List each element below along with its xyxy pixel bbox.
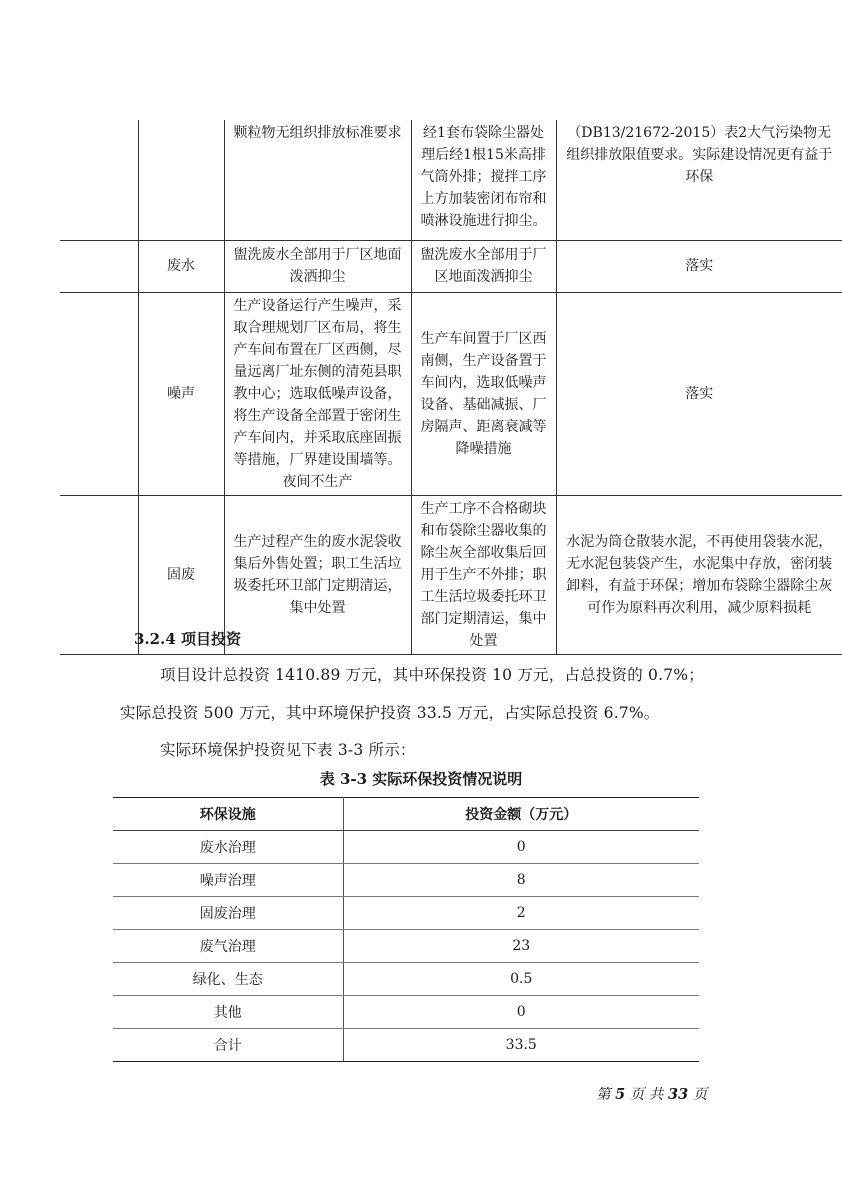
investment-table [113, 797, 699, 1062]
footer-middle: 页 共 [629, 1087, 664, 1103]
table-row [113, 831, 699, 864]
amount-cell: 0 [343, 831, 699, 864]
table-cell: 生产设备运行产生噪声，采取合理规划厂区布局，将生产车间布置在厂区西侧，尽量远离厂址东侧的清苑县职教中心；选取低噪声设备，将生产设备全部置于密闭生产车间内，并采取底座固振等措施，厂界建设围墙等。夜间不生产 [224, 292, 411, 495]
table-cell [60, 495, 138, 654]
facility-cell: 绿化、生态 [113, 963, 343, 996]
table-cell: 噪声 [138, 292, 224, 495]
paragraph-line: 实际总投资 500 万元，其中环境保护投资 33.5 万元，占实际总投资 6.7%。 [120, 704, 660, 722]
table-row-total [113, 1029, 699, 1062]
amount-cell: 33.5 [343, 1029, 699, 1062]
table-cell [60, 240, 138, 292]
table-cell: 生产车间置于厂区西南侧，生产设备置于车间内，选取低噪声设备、基础减振、厂房隔声、距离衰减等降噪措施 [411, 292, 556, 495]
facility-cell: 固废治理 [113, 897, 343, 930]
amount-cell: 0.5 [343, 963, 699, 996]
facility-cell: 合计 [113, 1029, 343, 1062]
table-row [113, 963, 699, 996]
page-number: 5 [615, 1086, 626, 1103]
table-cell: （DB13/21672-2015）表2大气污染物无组织排放限值要求。实际建设情况更有益于环保 [556, 120, 842, 240]
table-row [60, 292, 842, 495]
table-cell [60, 292, 138, 495]
table-row [113, 864, 699, 897]
amount-cell: 23 [343, 930, 699, 963]
amount-cell: 2 [343, 897, 699, 930]
amount-cell: 8 [343, 864, 699, 897]
footer-suffix: 页 [692, 1087, 708, 1103]
column-header: 投资金额（万元） [343, 798, 699, 831]
table-cell [60, 120, 138, 240]
total-pages: 33 [668, 1086, 689, 1103]
pollution-control-table [60, 120, 842, 655]
table-row [60, 240, 842, 292]
table-cell: 盥洗废水全部用于厂区地面泼洒抑尘 [224, 240, 411, 292]
table-cell: 固废 [138, 495, 224, 654]
table-row [113, 996, 699, 1029]
table-row [113, 930, 699, 963]
facility-cell: 其他 [113, 996, 343, 1029]
table-caption: 表 3-3 实际环保投资情况说明 [319, 770, 523, 788]
table-header-row [113, 798, 699, 831]
section-heading: 3.2.4 项目投资 [134, 630, 241, 648]
table-cell: 经1套布袋除尘器处理后经1根15米高排气筒外排；搅拌工序上方加装密闭布帘和喷淋设施进行抑尘。 [411, 120, 556, 240]
facility-cell: 噪声治理 [113, 864, 343, 897]
table-row [60, 120, 842, 240]
table-cell: 生产工序不合格砌块和布袋除尘器收集的除尘灰全部收集后回用于生产不外排；职工生活垃圾委托环卫部门定期清运，集中处置 [411, 495, 556, 654]
table-cell: 水泥为筒仓散装水泥，不再使用袋装水泥，无水泥包装袋产生，水泥集中存放，密闭装卸料，有益于环保；增加布袋除尘器除尘灰可作为原料再次利用，减少原料损耗 [556, 495, 842, 654]
facility-cell: 废气治理 [113, 930, 343, 963]
footer-prefix: 第 [596, 1087, 611, 1103]
table-row [113, 897, 699, 930]
table-cell [138, 120, 224, 240]
table-cell: 颗粒物无组织排放标准要求 [224, 120, 411, 240]
amount-cell: 0 [343, 996, 699, 1029]
table-cell: 落实 [556, 292, 842, 495]
table-cell: 废水 [138, 240, 224, 292]
paragraph-line: 实际环境保护投资见下表 3-3 所示： [160, 741, 416, 759]
table-cell: 盥洗废水全部用于厂区地面泼洒抑尘 [411, 240, 556, 292]
facility-cell: 废水治理 [113, 831, 343, 864]
paragraph-line: 项目设计总投资 1410.89 万元，其中环保投资 10 万元，占总投资的 0.7%； [160, 666, 704, 684]
table-cell: 落实 [556, 240, 842, 292]
page-footer [596, 1083, 707, 1104]
column-header: 环保设施 [113, 798, 343, 831]
table-cell: 生产过程产生的废水泥袋收集后外售处置；职工生活垃圾委托环卫部门定期清运，集中处置 [224, 495, 411, 654]
